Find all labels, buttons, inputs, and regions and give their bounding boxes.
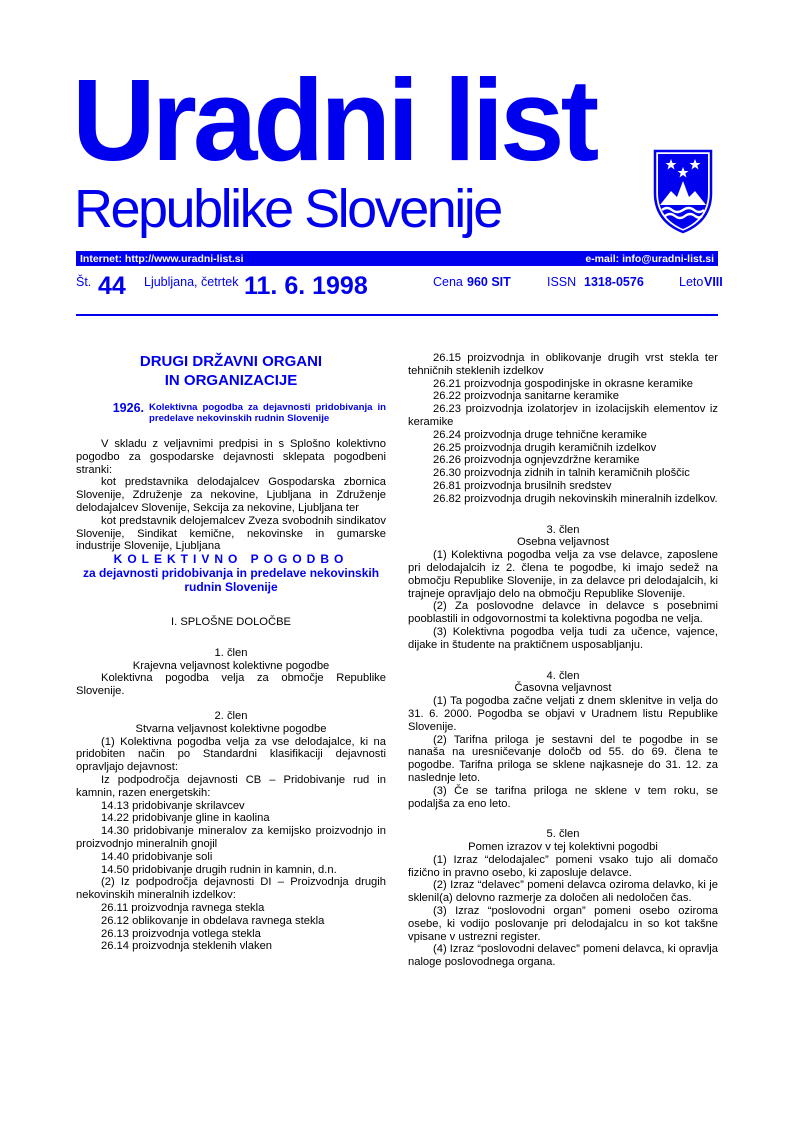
agreement-title: KOLEKTIVNO POGODBO: [113, 552, 349, 567]
contact-bar: [76, 251, 718, 266]
list-item: 26.15 proizvodnja in oblikovanje drugih vrst stekla ter tehničnih steklenih izdelkov: [408, 352, 718, 377]
article-1-number: 1. člen: [214, 646, 248, 659]
list-item: 26.14 proizvodnja steklenih vlaken: [101, 940, 273, 953]
list-item: 26.23 proizvodnja izolatorjev in izolacijskih elementov iz keramike: [408, 403, 718, 428]
section-title-line2: IN ORGANIZACIJE: [164, 372, 298, 389]
article-5-paragraph: (2) Izraz “delavec” pomeni delavca oziroma delavko, ki je sklenil(a) delovno razmerje za določen ali nedoločen čas.: [408, 879, 718, 905]
act-number: 1926.: [112, 401, 144, 415]
intro-paragraph: V skladu z veljavnimi predpisi in s Splošno kolektivno pogodbo za gospodarske dejavnosti sklepata pogodbeni stranki:: [76, 438, 386, 476]
list-item: 26.12 oblikovanje in obdelava ravnega stekla: [101, 914, 325, 927]
article-1-title: Krajevna veljavnost kolektivne pogodbe: [132, 659, 330, 672]
list-item: 26.81 proizvodnja brusilnih sredstev: [433, 479, 612, 492]
left-column: [76, 352, 386, 953]
price-value: 960 SIT: [467, 275, 511, 289]
article-5-title: Pomen izrazov v tej kolektivni pogodbi: [468, 841, 658, 854]
article-5-number: 5. člen: [546, 828, 580, 841]
article-4-paragraph: (3) Če se tarifna priloga ne sklene v tem roku, se podaljša za eno leto.: [408, 784, 718, 810]
website-link[interactable]: Internet: http://www.uradni-list.si: [80, 252, 244, 265]
article-4-paragraph: (2) Tarifna priloga je sestavni del te pogodbe in se nanaša na uresničevanje določb od 55. do 69. člena te pogodbe. Tarifna priloga se sklene najkasneje do 31. 12. za naslednje leto.: [408, 733, 718, 784]
list-item: 14.50 pridobivanje drugih rudnin in kamnin, d.n.: [101, 863, 337, 876]
article-3-paragraph: (2) Za poslovodne delavce in delavce s posebnimi pooblastili in odgovornostmi ta kolektivna pogodba ne velja.: [408, 600, 718, 626]
issue-number-label: Št.: [76, 275, 92, 289]
article-3-number: 3. člen: [546, 523, 580, 536]
list-item: 14.30 pridobivanje mineralov za kemijsko proizvodnjo in proizvodnjo mineralnih gnojil: [76, 825, 386, 850]
list-item: 26.11 proizvodnja ravnega stekla: [101, 901, 265, 914]
list-item: 26.82 proizvodnja drugih nekovinskih mineralnih izdelkov.: [433, 492, 718, 505]
issn-value: 1318-0576: [584, 275, 644, 289]
article-4-paragraph: (1) Ta pogodba začne veljati z dnem sklenitve in velja do 31. 6. 2000. Pogodba se objavi v Uradnem listu Republike Slovenije.: [408, 695, 718, 733]
article-3-title: Osebna veljavnost: [516, 536, 610, 549]
list-item: 26.30 proizvodnja zidnih in talnih keramičnih ploščic: [433, 467, 690, 480]
list-item: 26.26 proizvodnja ognjevzdržne keramike: [433, 454, 640, 467]
email-link[interactable]: e-mail: info@uradni-list.si: [585, 252, 714, 265]
party-employees: kot predstavnik delojemalcev Zveza svobodnih sindikatov Slovenije, Sindikat kemične, nekovinske in gumarske industrije Slovenije, Ljubljana: [76, 514, 386, 553]
year-label: Leto: [679, 275, 704, 289]
act-title: Kolektivna pogodba za dejavnosti pridobivanja in predelave nekovinskih rudnin Slovenije: [149, 402, 386, 424]
issue-info-row: [76, 270, 723, 300]
issue-date: 11. 6. 1998: [244, 272, 368, 300]
list-item: 26.21 proizvodnja gospodinjske in okrasne keramike: [433, 377, 693, 390]
act-heading: [76, 402, 386, 424]
issue-number: 44: [98, 272, 126, 300]
article-5-paragraph: (1) Izraz “delodajalec” pomeni vsako tujo ali domačo fizično in pravno osebo, ki zaposluje delavce.: [408, 853, 718, 879]
chapter-heading: I. SPLOŠNE DOLOČBE: [171, 615, 291, 628]
article-2-paragraph-2: Iz podpodročja dejavnosti CB – Pridobivanje rud in kamnin, razen energetskih:: [76, 773, 386, 799]
list-item: 14.22 pridobivanje gline in kaolina: [101, 812, 270, 825]
price-label: Cena: [433, 275, 463, 289]
header-divider: [76, 314, 718, 316]
right-column: [408, 352, 718, 969]
article-2-number: 2. člen: [214, 709, 248, 722]
list-item: 14.40 pridobivanje soli: [101, 850, 213, 863]
list-item: 26.24 proizvodnja druge tehnične keramike: [433, 428, 647, 441]
article-5-paragraph: (4) Izraz “poslovodni delavec” pomeni delavca, ki opravlja naloge poslovodnega organa.: [408, 943, 718, 969]
article-2-paragraph-3: (2) Iz podpodročja dejavnosti DI – Proizvodnja drugih nekovinskih mineralnih izdelkov:: [76, 876, 386, 902]
article-2-title: Stvarna veljavnost kolektivne pogodbe: [135, 722, 327, 735]
party-employers: kot predstavnika delodajalcev Gospodarska zbornica Slovenije, Združenje za nekovine, Ljubljana in Združenje delodajalcev Slovenije, Sekcija za nekovine, Ljubljana ter: [76, 476, 386, 514]
list-item: 26.25 proizvodnja drugih keramičnih izdelkov: [433, 441, 657, 454]
article-3-paragraph: (3) Kolektivna pogodba velja tudi za učence, vajence, dijake in študente na praktičnem usposabljanju.: [408, 625, 718, 651]
article-4-number: 4. člen: [546, 669, 580, 682]
article-3-paragraph: (1) Kolektivna pogodba velja za vse delavce, zaposlene pri delodajalcih iz 2. člena te pogodbe, ki imajo sedež na območju Republike Slovenije, in za delavce pri delodajalcih, ki trajneje opravljajo delo na območju Republike Slovenije.: [408, 549, 718, 600]
list-item: 14.13 pridobivanje skrilavcev: [101, 799, 245, 812]
list-item: 26.22 proizvodnja sanitarne keramike: [433, 390, 619, 403]
article-1-text: Kolektivna pogodba velja za območje Republike Slovenije.: [76, 672, 386, 698]
article-2-paragraph-1: (1) Kolektivna pogodba velja za vse delodajalce, ki na pridobiten način po Standardni klasifikaciji dejavnosti opravljajo dejavnost:: [76, 735, 386, 774]
article-4-title: Časovna veljavnost: [514, 682, 612, 695]
article-5-paragraph: (3) Izraz “poslovodni organ” pomeni osebo oziroma osebe, ki vodijo poslovanje pri delodajalcu in so kot takšne vpisane v ustrezni register.: [408, 905, 718, 943]
section-title-line1: DRUGI DRŽAVNI ORGANI: [139, 353, 323, 370]
masthead-subtitle: Republike Slovenije: [74, 179, 501, 239]
year-value: VIII: [704, 275, 723, 289]
list-item: 26.13 proizvodnja votlega stekla: [101, 927, 261, 940]
coat-of-arms-icon: [650, 147, 716, 235]
issue-place-day: Ljubljana, četrtek: [144, 275, 239, 289]
issn-label: ISSN: [547, 275, 577, 289]
masthead-title: Uradni list: [72, 55, 596, 185]
agreement-subtitle: za dejavnosti pridobivanja in predelave nekovinskih rudnin Slovenije: [82, 565, 380, 594]
